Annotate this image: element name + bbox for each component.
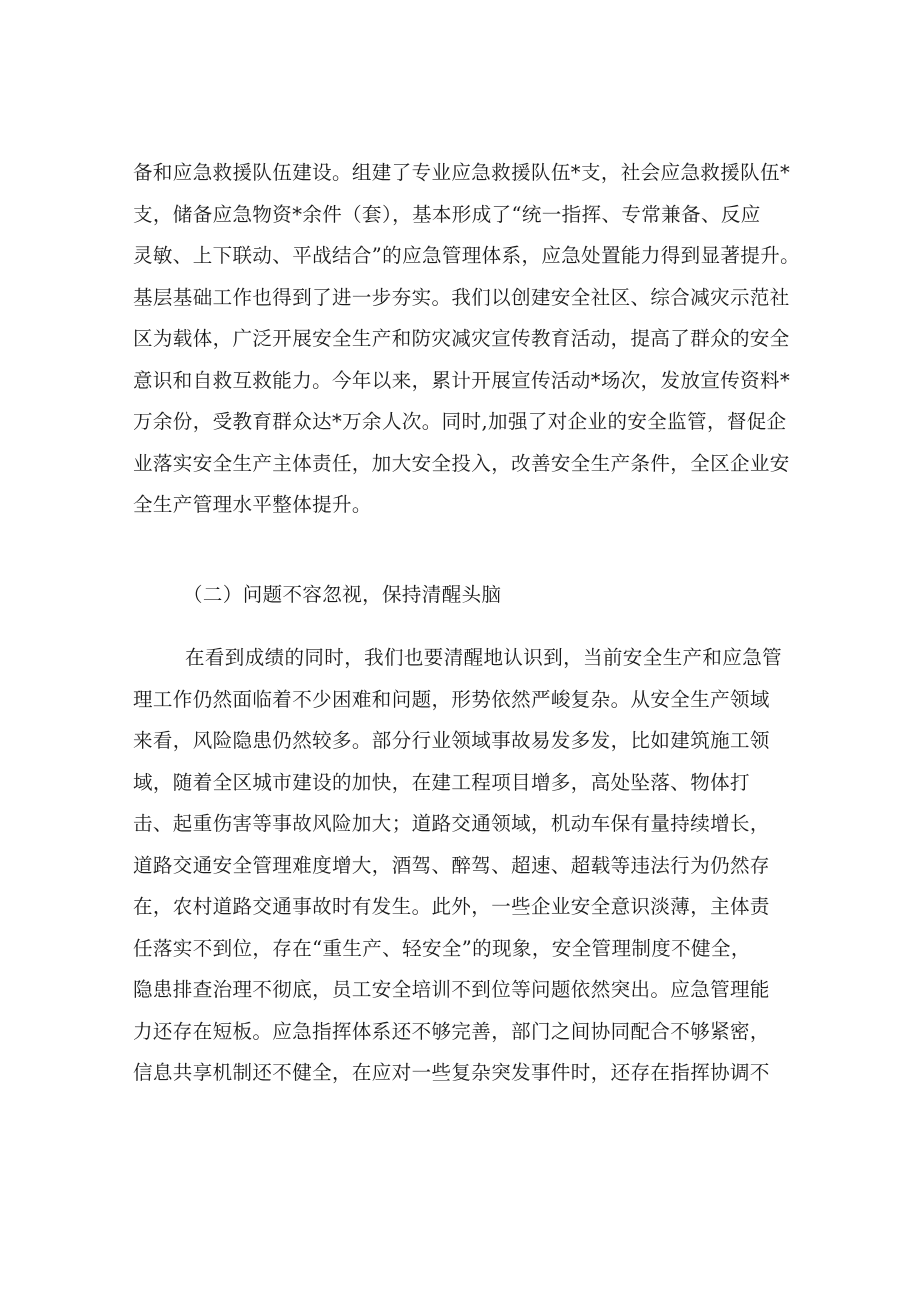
text-line: 灵敏、上下联动、平战结合”的应急管理体系，应急处置能力得到显著提升。 bbox=[133, 244, 801, 267]
text-line: 全生产管理水平整体提升。 bbox=[133, 493, 372, 516]
text-line: 力还存在短板。应急指挥体系还不够完善，部门之间协同配合不够紧密， bbox=[133, 1019, 770, 1043]
text-line: 域，随着全区城市建设的加快，在建工程项目增多，高处坠落、物体打 bbox=[133, 770, 750, 794]
text-line: 万余份，受教育群众达*万余人次。同时,加强了对企业的安全监管，督促企 bbox=[133, 410, 787, 433]
text-line: 在，农村道路交通事故时有发生。此外，一些企业安全意识淡薄，主体责 bbox=[133, 895, 770, 918]
text-line: 意识和自救互救能力。今年以来，累计开展宣传活动*场次，发放宣传资料* bbox=[133, 368, 791, 392]
text-line: 备和应急救援队伍建设。组建了专业应急救援队伍*支，社会应急救援队伍* bbox=[133, 161, 791, 184]
paragraph-problems bbox=[133, 637, 793, 1094]
text-line: 支，储备应急物资*余件（套），基本形成了“统一指挥、专常兼备、反应 bbox=[133, 202, 761, 226]
text-line: 在看到成绩的同时，我们也要清醒地认识到，当前安全生产和应急管 bbox=[185, 646, 783, 669]
text-line: 隐患排查治理不彻底，员工安全培训不到位等问题依然突出。应急管理能 bbox=[133, 978, 770, 1001]
section-heading: （二）问题不容忽视，保持清醒头脑 bbox=[183, 583, 502, 606]
text-line: 理工作仍然面临着不少困难和问题，形势依然严峻复杂。从安全生产领域 bbox=[133, 687, 770, 711]
text-line: 击、起重伤害等事故风险加大；道路交通领域，机动车保有量持续增长， bbox=[133, 812, 770, 835]
text-line: 道路交通安全管理难度增大，酒驾、醉驾、超速、超载等违法行为仍然存 bbox=[133, 853, 770, 877]
paragraph-achievements bbox=[133, 152, 801, 526]
text-line: 信息共享机制还不健全，在应对一些复杂突发事件时，还存在指挥协调不 bbox=[133, 1061, 770, 1084]
text-line: 业落实安全生产主体责任，加大安全投入，改善安全生产条件，全区企业安 bbox=[133, 451, 790, 475]
text-line: 基层基础工作也得到了进一步夯实。我们以创建安全社区、综合减灾示范社 bbox=[133, 285, 790, 309]
text-line: 任落实不到位，存在“重生产、轻安全”的现象，安全管理制度不健全， bbox=[133, 936, 751, 960]
text-line: 来看，风险隐患仍然较多。部分行业领域事故易发多发，比如建筑施工领 bbox=[133, 729, 770, 752]
text-line: 区为载体，广泛开展安全生产和防灾减灾宣传教育活动，提高了群众的安全 bbox=[133, 327, 790, 350]
